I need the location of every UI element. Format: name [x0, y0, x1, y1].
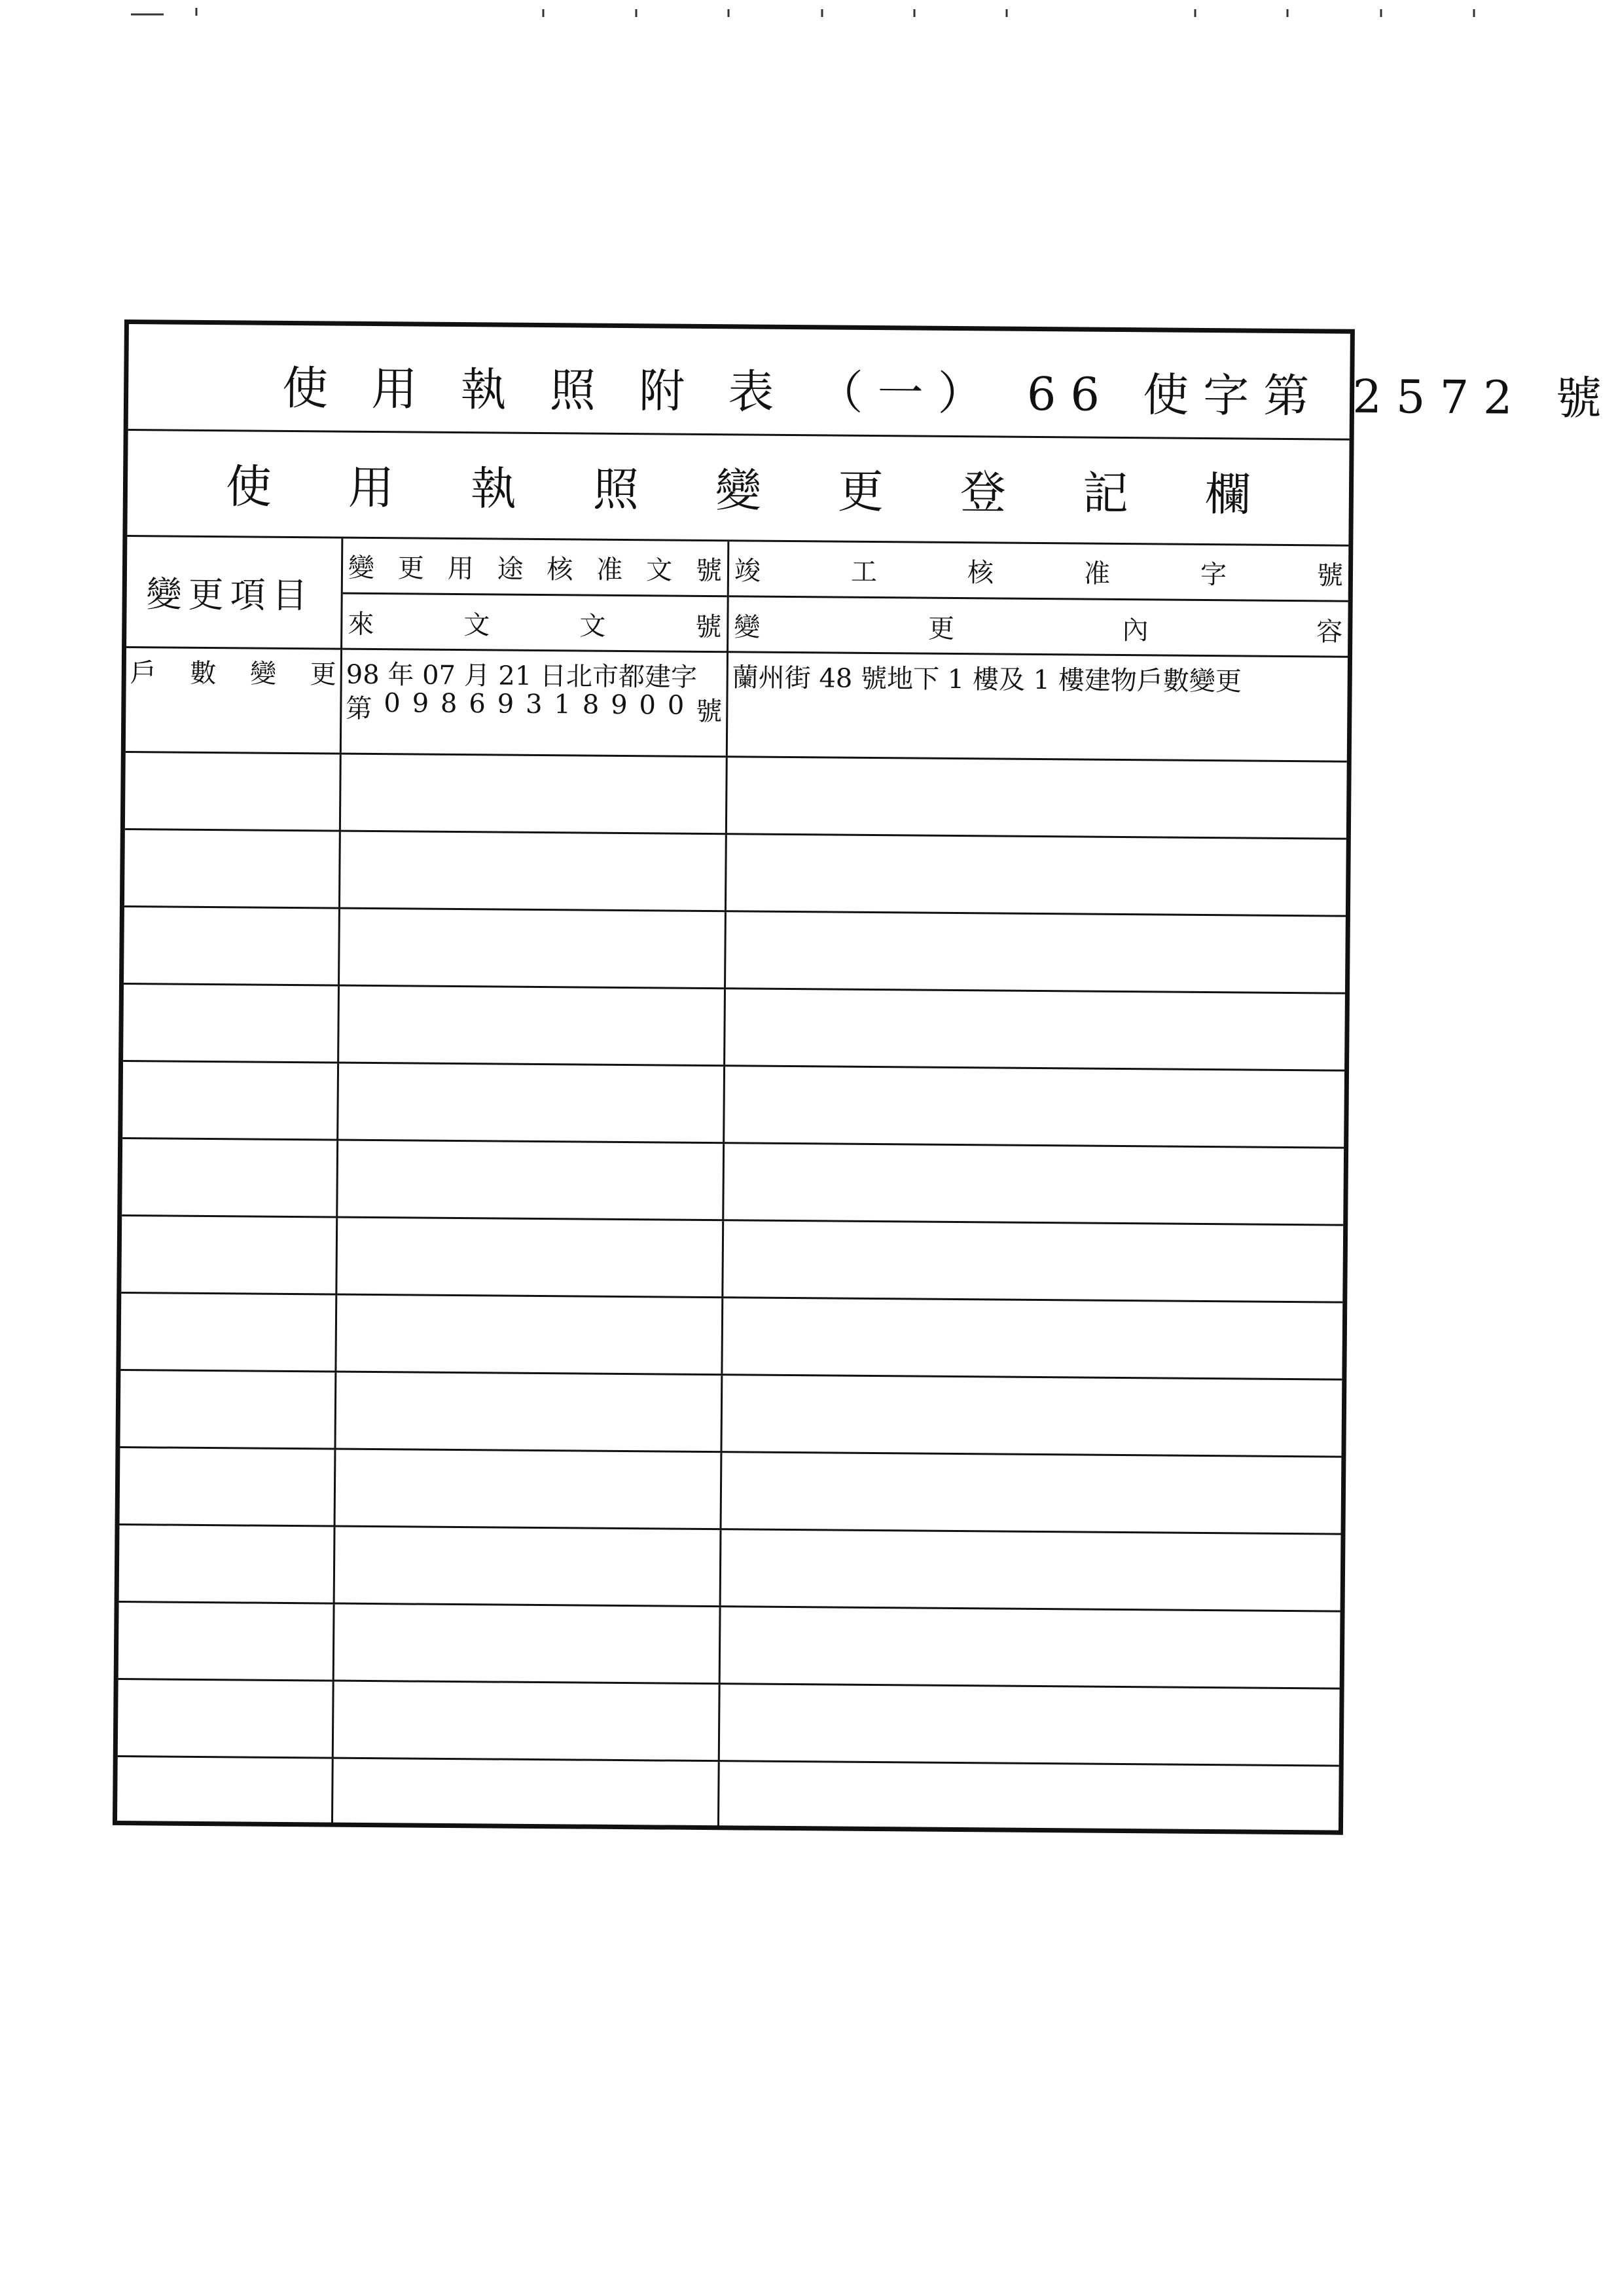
- document-number-cell: [335, 1527, 722, 1606]
- change-item-cell: [123, 985, 340, 1062]
- subtitle-char: 記: [1082, 466, 1129, 520]
- header-char: 途: [497, 553, 524, 585]
- table-row: [125, 753, 1347, 840]
- header-change-item: [126, 537, 343, 650]
- document-number-cell: [337, 1218, 724, 1297]
- change-content-cell: [719, 1762, 1339, 1831]
- table-row: [122, 1062, 1344, 1149]
- header-approval-doc-no: [343, 539, 728, 598]
- change-content-cell: [721, 1530, 1341, 1610]
- header-char: 字: [1200, 559, 1227, 590]
- change-content-cell: [725, 1066, 1344, 1146]
- document-number-cell: [341, 755, 728, 833]
- header-char: 更: [927, 613, 955, 644]
- table-row: [119, 1525, 1341, 1613]
- header-char: 核: [967, 557, 994, 588]
- subtitle-char: 執: [470, 461, 517, 516]
- document-number-line1: 98 年 07 月 21 日北市都建字: [346, 659, 698, 693]
- change-content-cell: [721, 1607, 1340, 1687]
- change-item-cell: [121, 1216, 338, 1294]
- header-char: 工: [850, 556, 878, 587]
- document-number-cell: [339, 987, 726, 1065]
- document-number-cell: [336, 1296, 723, 1374]
- document-number-cell: [342, 650, 728, 756]
- usage-license-form: [113, 319, 1617, 1835]
- change-item-value: 戶 數 變 更: [130, 658, 336, 690]
- document-number-cell: [336, 1450, 723, 1529]
- change-item-cell: [124, 830, 341, 907]
- subtitle-char: 更: [837, 464, 884, 519]
- header-char: 更: [397, 553, 425, 584]
- header-completion-approval-no: [729, 541, 1349, 602]
- change-content-value: 蘭州街 48 號地下 1 樓及 1 樓建物戶數變更: [732, 663, 1242, 697]
- table-row: [120, 1448, 1342, 1535]
- document-number-cell: [338, 1064, 725, 1142]
- table-row: [117, 1757, 1339, 1831]
- table-row: [120, 1371, 1342, 1458]
- change-content-cell: [726, 912, 1346, 992]
- change-content-cell: [727, 835, 1346, 915]
- header-char: 內: [1122, 615, 1149, 646]
- form-title: 使 用 執 照 附 表 （一） 66 使字第 2572 號: [281, 361, 1617, 426]
- subtitle-char: 使: [225, 459, 272, 514]
- header-char: 來: [348, 609, 374, 640]
- header-char: 容: [1316, 617, 1343, 647]
- header-char: 准: [1083, 558, 1111, 589]
- subtitle-char: 照: [592, 462, 639, 517]
- document-number-cell: [338, 1141, 725, 1220]
- table-row: [122, 1139, 1344, 1226]
- header-char: 號: [1316, 560, 1344, 591]
- change-item-cell: [119, 1525, 336, 1603]
- change-item-cell: [122, 1062, 339, 1139]
- header-char: 變: [734, 612, 761, 643]
- change-content-cell: [727, 757, 1347, 837]
- scan-edge-marks: [0, 0, 1618, 33]
- header-char: 號: [695, 611, 722, 643]
- table-row: [124, 907, 1346, 994]
- subtitle-row: [127, 429, 1349, 547]
- change-content-cell: [720, 1685, 1340, 1764]
- change-item-cell: [124, 907, 340, 985]
- document-number-cell: [334, 1682, 721, 1760]
- subtitle-char: 用: [348, 460, 395, 515]
- document-number-line2: 第 0 9 8 6 9 3 1 8 9 0 0 號: [346, 688, 723, 727]
- change-item-cell: [120, 1371, 336, 1448]
- header-change-content: [728, 597, 1348, 657]
- table-row: [120, 1294, 1342, 1381]
- table-row: [118, 1680, 1340, 1767]
- table-row: [121, 1216, 1343, 1303]
- document-number-cell: [336, 1373, 723, 1451]
- subtitle-char: 變: [715, 463, 762, 518]
- change-content-cell: [724, 1144, 1344, 1224]
- header-char: 文: [579, 611, 606, 642]
- change-content-cell: [723, 1298, 1342, 1378]
- change-content-cell: [725, 989, 1345, 1069]
- header-document-number: [342, 539, 729, 653]
- document-number-cell: [340, 909, 727, 988]
- change-content-cell: [722, 1453, 1342, 1533]
- table-row: [123, 985, 1345, 1072]
- table-row: [118, 1603, 1340, 1690]
- subtitle-char: 欄: [1204, 467, 1251, 522]
- change-content-cell: [728, 653, 1348, 760]
- header-char: 號: [695, 555, 723, 586]
- header-change-item-label: 變更項目: [146, 574, 314, 617]
- header-char: 文: [645, 555, 673, 586]
- header-char: 文: [463, 610, 490, 641]
- header-char: 准: [596, 555, 623, 585]
- table-row: [124, 830, 1346, 917]
- change-item-cell: [120, 1294, 337, 1371]
- change-item-cell: [125, 753, 342, 830]
- change-item-cell: [118, 1603, 335, 1680]
- subtitle-char: 登: [960, 465, 1007, 520]
- header-char: 竣: [734, 555, 761, 587]
- change-content-cell: [722, 1376, 1342, 1455]
- change-item-cell: [122, 1139, 338, 1216]
- document-number-cell: [333, 1759, 720, 1827]
- header-incoming-doc-no: [342, 594, 727, 653]
- document-number-cell: [334, 1605, 721, 1683]
- header-char: 核: [547, 554, 573, 585]
- table-row: [126, 648, 1348, 763]
- title-row: [128, 324, 1617, 441]
- change-content-cell: [723, 1221, 1343, 1301]
- header-completion-content: [728, 541, 1348, 657]
- change-item-cell: [117, 1757, 334, 1823]
- header-char: 變: [348, 553, 375, 583]
- change-item-cell: [118, 1680, 334, 1757]
- change-item-cell: [120, 1448, 336, 1525]
- header-char: 用: [447, 553, 474, 584]
- document-number-cell: [340, 832, 727, 911]
- change-item-cell: [126, 648, 342, 753]
